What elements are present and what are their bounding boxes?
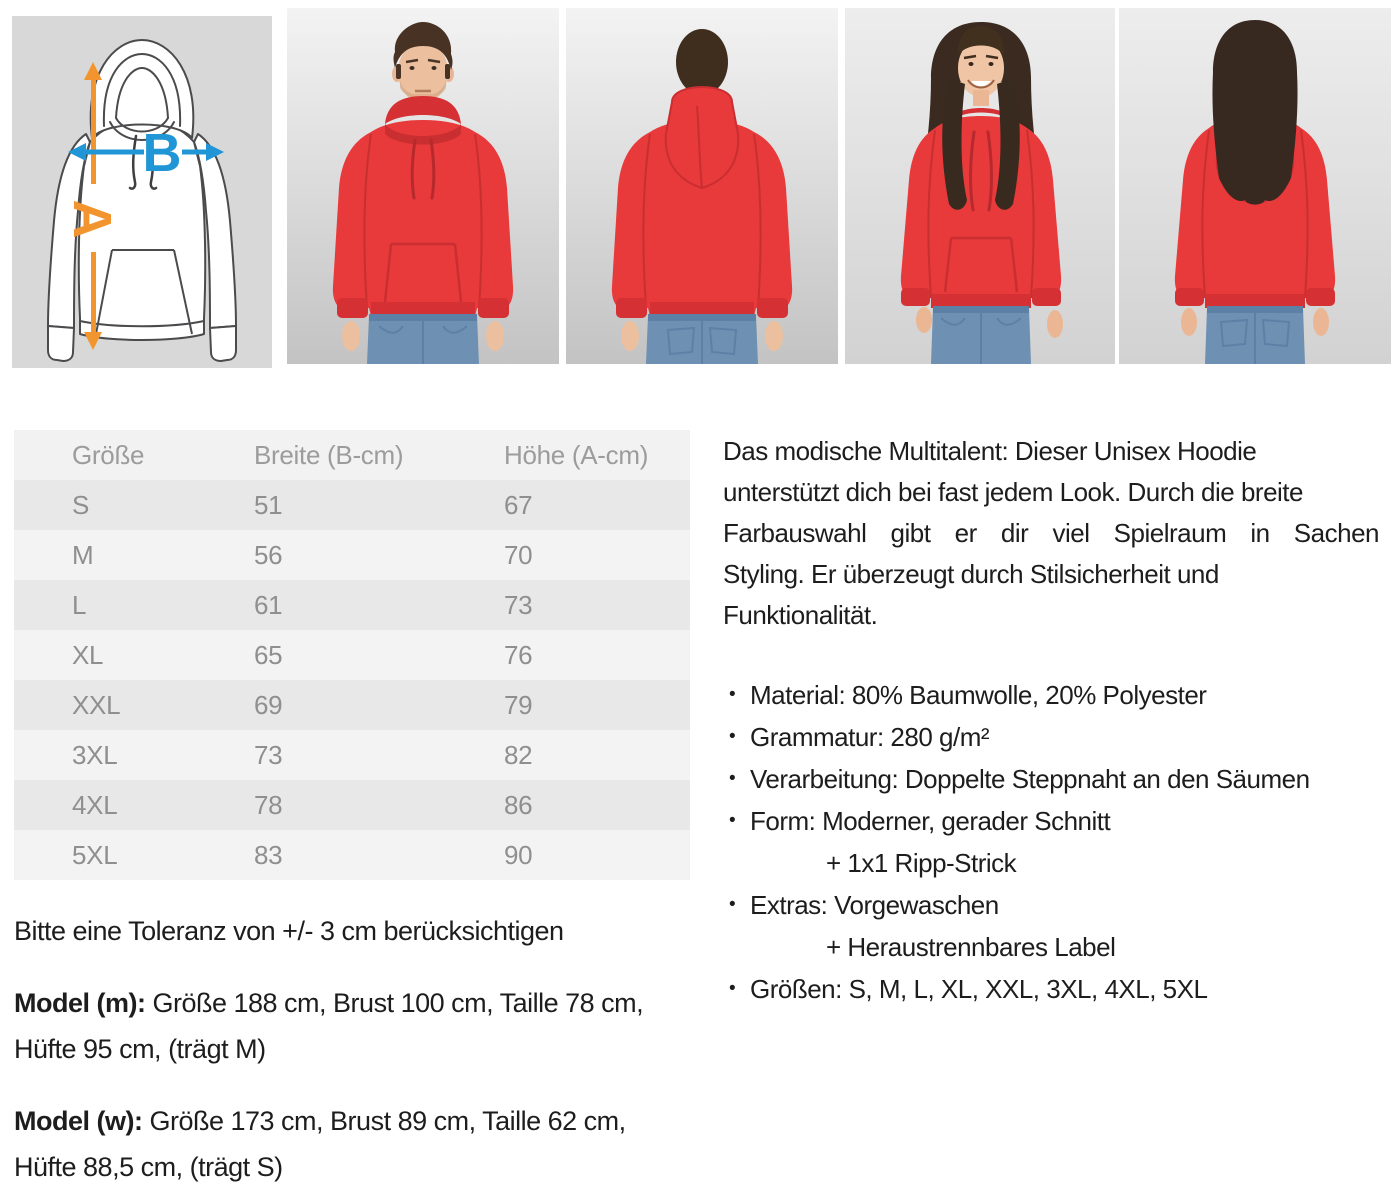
hand	[1047, 310, 1063, 338]
model-male-line1	[14, 980, 704, 1026]
description-line: unterstützt dich bei fast jedem Look. Durch die breite	[723, 477, 1303, 507]
description-line: Funktionalität.	[723, 600, 878, 630]
hand	[621, 321, 639, 351]
cell-size: 3XL	[72, 739, 118, 770]
table-row	[14, 480, 690, 530]
list-item-text: Extras: Vorgewaschen	[750, 890, 999, 920]
list-item	[723, 674, 1385, 716]
cell-width: 65	[254, 639, 283, 670]
col-header-size: Größe	[72, 439, 145, 470]
bullet-icon: •	[729, 978, 736, 999]
feature-list	[723, 674, 1385, 1010]
list-item-text: + 1x1 Ripp-Strick	[826, 848, 1017, 878]
cell-width: 73	[254, 739, 283, 770]
cell-width: 69	[254, 689, 283, 720]
cell-height: 86	[504, 789, 533, 820]
model-male-info	[14, 980, 704, 1072]
cuff	[337, 298, 368, 318]
model-male-label: Model (m):	[14, 988, 146, 1018]
neck	[973, 90, 989, 106]
bullet-icon: •	[729, 726, 736, 747]
table-row	[14, 530, 690, 580]
description-line: Das modische Multitalent: Dieser Unisex Hoodie	[723, 436, 1257, 466]
list-item-text: Material: 80% Baumwolle, 20% Polyester	[750, 680, 1207, 710]
measure-label-b: B	[142, 123, 182, 183]
cell-size: XL	[72, 639, 104, 670]
jeans	[367, 314, 479, 364]
hem-band	[931, 294, 1031, 308]
cell-height: 67	[504, 489, 533, 520]
female-back-illustration	[1119, 8, 1391, 364]
male-back-illustration	[566, 8, 838, 364]
photo-model-female-back	[1119, 8, 1391, 364]
jeans	[931, 306, 1031, 364]
model-female-measurements: Größe 173 cm, Brust 89 cm, Taille 62 cm,	[142, 1106, 626, 1136]
product-description	[723, 431, 1379, 636]
hem-band	[650, 302, 754, 316]
cell-width: 61	[254, 589, 283, 620]
cell-height: 90	[504, 839, 533, 870]
cell-size: 4XL	[72, 789, 118, 820]
cuff	[1175, 288, 1204, 306]
cell-size: S	[72, 489, 90, 520]
table-row	[14, 630, 690, 680]
list-item-continuation	[723, 842, 1385, 884]
cell-size: M	[72, 539, 94, 570]
photo-model-male-back	[566, 8, 838, 364]
hem-band	[371, 302, 475, 316]
tolerance-note: Bitte eine Toleranz von +/- 3 cm berücksichtigen	[14, 916, 564, 946]
hair	[676, 29, 728, 95]
cuff	[901, 288, 930, 306]
cell-height: 79	[504, 689, 533, 720]
list-item-continuation	[723, 926, 1385, 968]
hoodie-diagram-drawing	[12, 16, 272, 368]
hood-drape	[666, 87, 738, 188]
table-row	[14, 830, 690, 880]
hoodie-measurement-diagram	[12, 16, 272, 368]
size-table	[14, 430, 690, 880]
cell-height: 73	[504, 589, 533, 620]
hoodie-body	[901, 116, 1061, 308]
list-item	[723, 968, 1385, 1010]
hand	[1181, 308, 1197, 336]
cell-width: 56	[254, 539, 283, 570]
hand-in-pocket	[916, 307, 932, 333]
model-male-measurements: Größe 188 cm, Brust 100 cm, Taille 78 cm,	[145, 988, 644, 1018]
male-front-illustration	[287, 8, 559, 364]
table-row	[14, 580, 690, 630]
model-female-info	[14, 1098, 704, 1190]
cell-width: 51	[254, 489, 283, 520]
list-item-text: Größen: S, M, L, XL, XXL, 3XL, 4XL, 5XL	[750, 974, 1208, 1004]
female-front-illustration	[845, 8, 1115, 364]
measure-label-a: A	[62, 199, 122, 239]
list-item	[723, 716, 1385, 758]
list-item	[723, 800, 1385, 842]
list-item-text: Form: Moderner, gerader Schnitt	[750, 806, 1111, 836]
list-item-text: Grammatur: 280 g/m²	[750, 722, 990, 752]
description-line: Farbauswahl gibt er dir viel Spielraum in Sachen	[723, 518, 1379, 548]
list-item-text: Verarbeitung: Doppelte Steppnaht an den Säumen	[750, 764, 1310, 794]
table-row	[14, 780, 690, 830]
bullet-icon: •	[729, 810, 736, 831]
cell-height: 82	[504, 739, 533, 770]
table-row	[14, 730, 690, 780]
jeans	[1205, 306, 1305, 364]
model-male-line2: Hüfte 95 cm, (trägt M)	[14, 1034, 266, 1064]
list-item-text: + Heraustrennbares Label	[826, 932, 1116, 962]
description-line: Styling. Er überzeugt durch Stilsicherheit und	[723, 559, 1219, 589]
list-item	[723, 758, 1385, 800]
cell-height: 76	[504, 639, 533, 670]
hair	[1212, 20, 1297, 205]
photo-model-female-front	[845, 8, 1115, 364]
bullet-icon: •	[729, 768, 736, 789]
model-female-label: Model (w):	[14, 1106, 143, 1136]
cuff	[616, 298, 647, 318]
cell-size: L	[72, 589, 87, 620]
hand	[342, 321, 360, 351]
bullet-icon: •	[729, 894, 736, 915]
size-table-header-row	[14, 430, 690, 480]
cell-width: 83	[254, 839, 283, 870]
cell-width: 78	[254, 789, 283, 820]
col-header-height: Höhe (A-cm)	[504, 439, 649, 470]
list-item	[723, 884, 1385, 926]
cell-size: 5XL	[72, 839, 118, 870]
cell-size: XXL	[72, 689, 121, 720]
model-female-line1	[14, 1098, 704, 1144]
bullet-icon: •	[729, 684, 736, 705]
table-row	[14, 680, 690, 730]
jeans	[646, 314, 758, 364]
model-female-line2: Hüfte 88,5 cm, (trägt S)	[14, 1152, 283, 1182]
col-header-width: Breite (B-cm)	[254, 439, 404, 470]
photo-model-male-front	[287, 8, 559, 364]
hoodie-body	[333, 120, 513, 316]
hem-band	[1205, 294, 1305, 308]
cell-height: 70	[504, 539, 533, 570]
